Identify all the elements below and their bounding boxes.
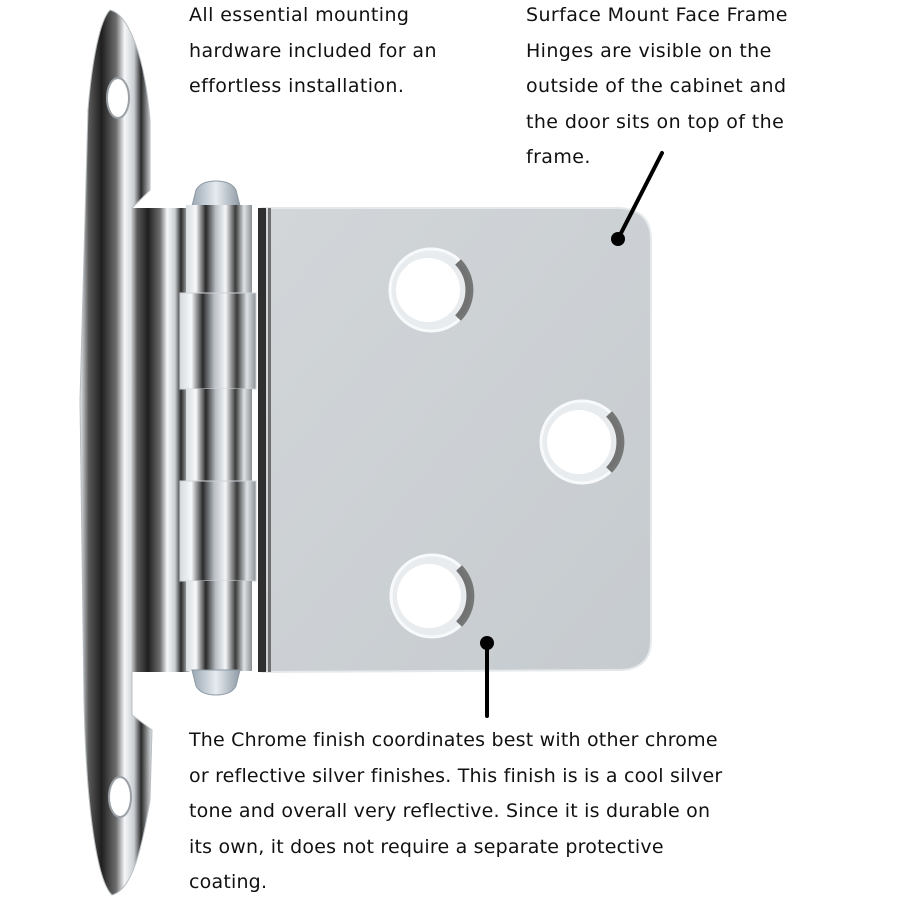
plate-screw-hole-1 [390,249,472,331]
door-plate [258,208,651,672]
hinge-knuckle [180,181,256,695]
caption-surface-mount [526,0,788,176]
caption-line: effortless installation. [189,75,405,97]
leaf-screw-hole-top [107,78,129,118]
caption-line: its own, it does not require a separate protective [189,835,664,858]
pin-top [192,181,240,206]
caption-line: All essential mounting [189,4,410,26]
caption-chrome-finish [189,723,722,901]
caption-line: the door sits on top of the [526,110,785,133]
caption-line: outside of the cabinet and [526,75,787,97]
plate-screw-hole-2 [541,401,623,483]
leaf-screw-hole-bottom [109,777,131,817]
caption-line: Surface Mount Face Frame [526,4,788,26]
caption-line: frame. [526,146,591,168]
plate-screw-hole-3 [391,555,473,637]
caption-line: or reflective silver finishes. This finish is is a cool silver [189,764,723,787]
pin-bottom [192,670,240,695]
caption-line: coating. [189,871,268,893]
caption-line: The Chrome finish coordinates best with other chrome [189,729,718,751]
hinge-strap [130,208,190,672]
caption-line: tone and overall very reflective. Since it is durable on [189,800,711,822]
caption-mounting-hardware [189,0,437,105]
caption-line: Hinges are visible on the [526,39,772,62]
caption-line: hardware included for an [189,39,437,62]
